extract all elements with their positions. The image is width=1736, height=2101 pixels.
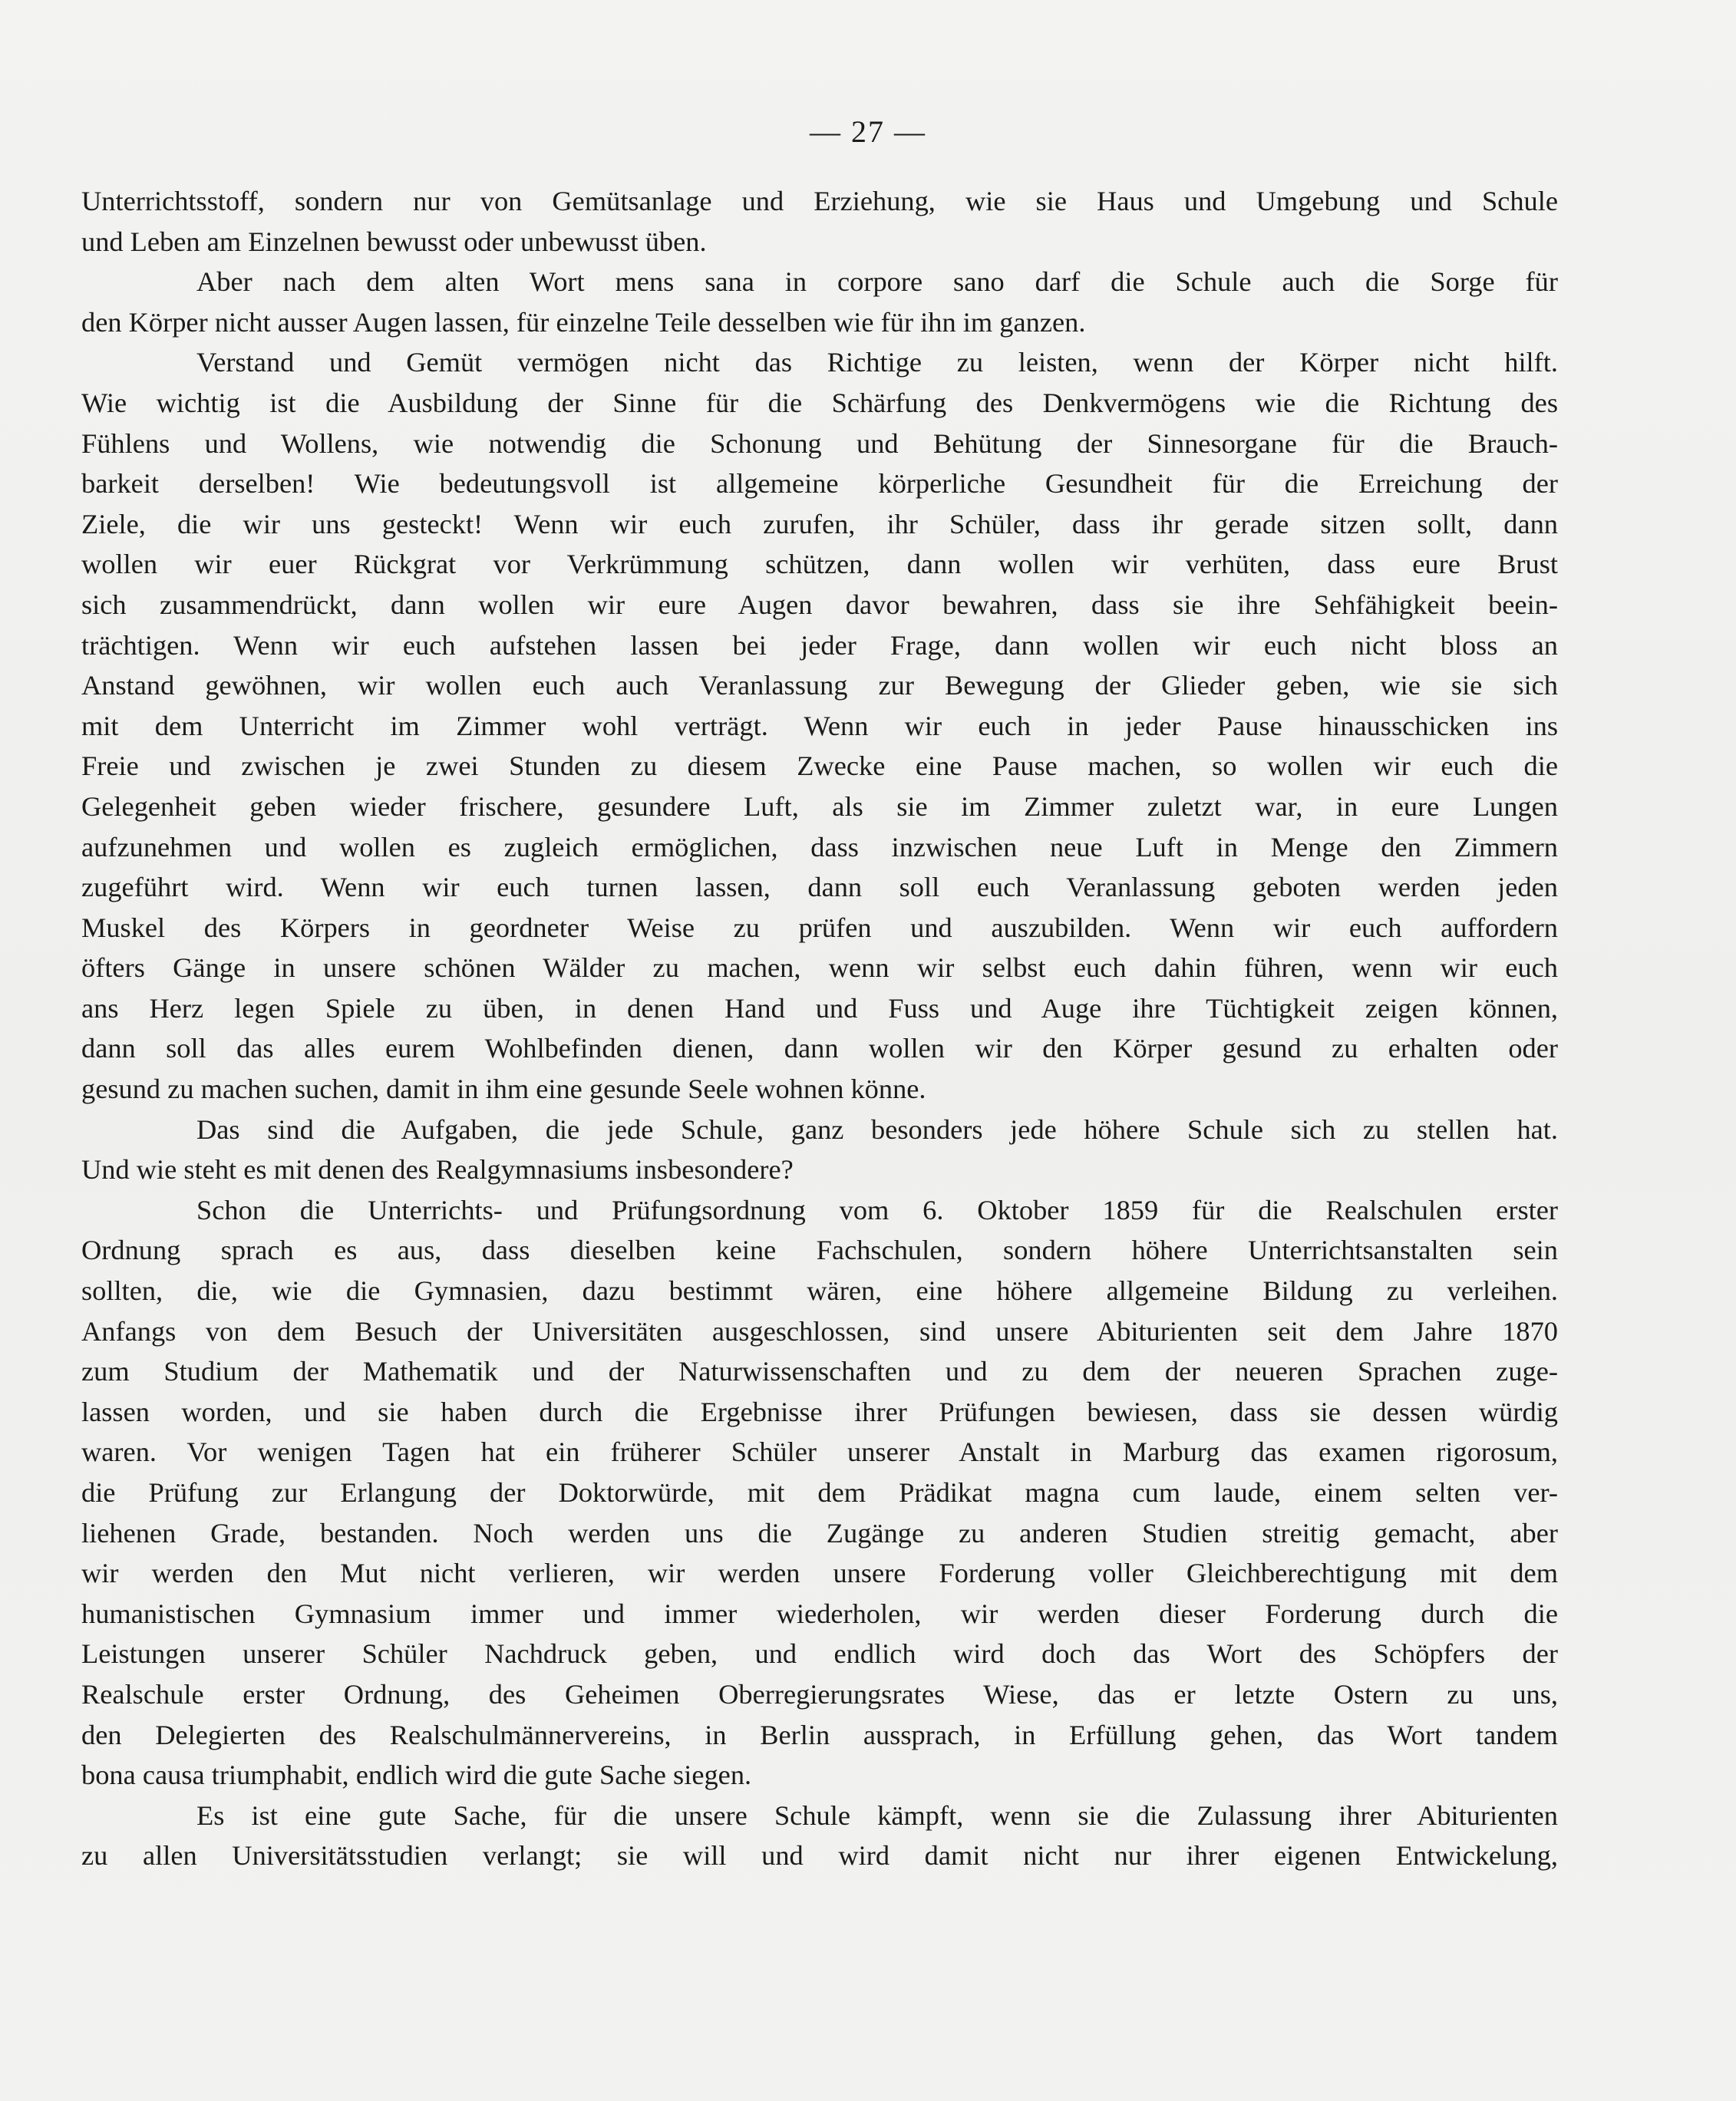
text-line (81, 1553, 1558, 1594)
text-line-content: Fühlens und Wollens, wie notwendig die Schonung und Behütung der Sinnesorgane für die Brauch- (81, 427, 1558, 459)
text-line (81, 383, 1558, 424)
text-line (81, 1190, 1558, 1231)
text-line-content: mit dem Unterricht im Zimmer wohl verträgt. Wenn wir euch in jeder Pause hinausschicken ins (81, 710, 1558, 741)
text-line-content: zu allen Universitätsstudien verlangt; sie will und wird damit nicht nur ihrer eigenen Entwickelung, (81, 1840, 1558, 1872)
text-line-content: und Leben am Einzelnen bewusst oder unbewusst üben. (81, 226, 707, 257)
text-line (81, 1594, 1558, 1634)
text-line (81, 262, 1558, 302)
text-line-content: Ordnung sprach es aus, dass dieselben keine Fachschulen, sondern höhere Unterrichtsanstalten sein (81, 1235, 1558, 1266)
text-line-content: die Prüfung zur Erlangung der Doktorwürde, mit dem Prädikat magna cum laude, einem selten ver- (81, 1477, 1558, 1508)
text-line (81, 1271, 1558, 1311)
text-line (81, 625, 1558, 666)
text-line (81, 1432, 1558, 1473)
text-line-content: zum Studium der Mathematik und der Naturwissenschaften und zu dem der neueren Sprachen zuge- (81, 1356, 1558, 1387)
text-line-content: Aber nach dem alten Wort mens sana in corpore sano darf die Schule auch die Sorge für (196, 266, 1558, 298)
text-line (81, 1069, 1558, 1110)
text-line-content: Muskel des Körpers in geordneter Weise zu prüfen und auszubilden. Wenn wir euch auffordern (81, 912, 1558, 943)
text-line (81, 342, 1558, 383)
text-line (81, 302, 1558, 343)
text-line-content: liehenen Grade, bestanden. Noch werden uns die Zugänge zu anderen Studien streitig gemacht, aber (81, 1517, 1558, 1549)
text-line-content: waren. Vor wenigen Tagen hat ein früherer Schüler unserer Anstalt in Marburg das examen rigorosum, (81, 1436, 1558, 1468)
text-line (81, 1674, 1558, 1715)
text-line-content: Wie wichtig ist die Ausbildung der Sinne für die Schärfung des Denkvermögens wie die Richtung des (81, 387, 1558, 418)
text-line (81, 463, 1558, 504)
text-line (81, 1311, 1558, 1352)
text-line (81, 908, 1558, 948)
text-line (81, 1028, 1558, 1069)
text-line-content: sich zusammendrückt, dann wollen wir eure Augen davor bewahren, dass sie ihre Sehfähigkeit beein- (81, 589, 1558, 620)
text-line (81, 1149, 1558, 1190)
text-line (81, 948, 1558, 988)
text-line-content: lassen worden, und sie haben durch die Ergebnisse ihrer Prüfungen bewiesen, dass sie dessen würdig (81, 1396, 1558, 1427)
text-line (81, 1755, 1558, 1796)
text-line (81, 787, 1558, 827)
page-number: — 27 — (810, 114, 926, 149)
text-line-content: zugeführt wird. Wenn wir euch turnen lassen, dann soll euch Veranlassung geboten werden jeden (81, 872, 1558, 903)
text-line (81, 1715, 1558, 1756)
text-line (81, 988, 1558, 1029)
text-line-content: Anfangs von dem Besuch der Universitäten ausgeschlossen, sind unsere Abiturienten seit dem Jahre 1870 (81, 1315, 1558, 1347)
text-line-content: wollen wir euer Rückgrat vor Verkrümmung schützen, dann wollen wir verhüten, dass eure Brust (81, 549, 1558, 580)
text-line-content: barkeit derselben! Wie bedeutungsvoll ist allgemeine körperliche Gesundheit für die Erreichung der (81, 468, 1558, 500)
text-line-content: aufzunehmen und wollen es zugleich ermöglichen, dass inzwischen neue Luft in Menge den Zimmern (81, 831, 1558, 862)
text-line-content: Leistungen unserer Schüler Nachdruck geben, und endlich wird doch das Wort des Schöpfers der (81, 1638, 1558, 1670)
text-line (81, 504, 1558, 545)
text-line (81, 424, 1558, 464)
text-line-content: wir werden den Mut nicht verlieren, wir werden unsere Forderung voller Gleichberechtigung mit dem (81, 1558, 1558, 1589)
text-line-content: bona causa triumphabit, endlich wird die gute Sache siegen. (81, 1760, 752, 1791)
text-line (81, 1835, 1558, 1876)
text-line-content: sollten, die, wie die Gymnasien, dazu bestimmt wären, eine höhere allgemeine Bildung zu verleihen. (81, 1275, 1558, 1307)
text-line (81, 585, 1558, 625)
text-line-content: Freie und zwischen je zwei Stunden zu diesem Zwecke eine Pause machen, so wollen wir euch die (81, 750, 1558, 782)
text-line (81, 222, 1558, 262)
text-line-content: Gelegenheit geben wieder frischere, gesundere Luft, als sie im Zimmer zuletzt war, in eure Lungen (81, 790, 1558, 822)
text-line-content: den Delegierten des Realschulmännervereins, in Berlin aussprach, in Erfüllung gehen, das Wort tandem (81, 1719, 1558, 1750)
text-line (81, 1796, 1558, 1836)
text-line (81, 1473, 1558, 1513)
text-line (81, 1351, 1558, 1392)
text-line (81, 746, 1558, 787)
text-line-content: Das sind die Aufgaben, die jede Schule, ganz besonders jede höhere Schule sich zu stellen hat. (196, 1113, 1558, 1145)
text-line (81, 1513, 1558, 1554)
text-line-content: Und wie steht es mit denen des Realgymnasiums insbesondere? (81, 1154, 794, 1186)
text-line-content: den Körper nicht ausser Augen lassen, für einzelne Teile desselben wie für ihn im ganzen. (81, 306, 1086, 338)
text-line (81, 544, 1558, 585)
text-line (81, 1230, 1558, 1271)
text-line-content: Ziele, die wir uns gesteckt! Wenn wir euch zurufen, ihr Schüler, dass ihr gerade sitzen sollt, dann (81, 508, 1558, 539)
text-line (81, 1634, 1558, 1674)
text-line-content: Es ist eine gute Sache, für die unsere Schule kämpft, wenn sie die Zulassung ihrer Abiturienten (196, 1799, 1558, 1831)
text-line-content: dann soll das alles eurem Wohlbefinden dienen, dann wollen wir den Körper gesund zu erhalten oder (81, 1033, 1558, 1064)
text-line (81, 1392, 1558, 1433)
text-line (81, 867, 1558, 908)
text-line-content: Unterrichtsstoff, sondern nur von Gemütsanlage und Erziehung, wie sie Haus und Umgebung und Schule (81, 186, 1558, 216)
body-text (81, 181, 1558, 1876)
text-line-content: Realschule erster Ordnung, des Geheimen Oberregierungsrates Wiese, das er letzte Ostern zu uns, (81, 1678, 1558, 1710)
text-line (81, 827, 1558, 868)
text-line-content: gesund zu machen suchen, damit in ihm eine gesunde Seele wohnen könne. (81, 1074, 926, 1105)
text-line-content: Anstand gewöhnen, wir wollen euch auch Veranlassung zur Bewegung der Glieder geben, wie sie sich (81, 670, 1558, 701)
text-line-content: Verstand und Gemüt vermögen nicht das Richtige zu leisten, wenn der Körper nicht hilft. (196, 347, 1558, 378)
text-line (81, 181, 1558, 222)
text-line (81, 665, 1558, 706)
text-line-content: Schon die Unterrichts- und Prüfungsordnung vom 6. Oktober 1859 für die Realschulen erster (196, 1194, 1558, 1225)
text-line-content: öfters Gänge in unsere schönen Wälder zu machen, wenn wir selbst euch dahin führen, wenn wir euch (81, 952, 1558, 984)
text-line-content: ans Herz legen Spiele zu üben, in denen Hand und Fuss und Auge ihre Tüchtigkeit zeigen können, (81, 992, 1558, 1024)
text-line (81, 706, 1558, 747)
text-line-content: trächtigen. Wenn wir euch aufstehen lassen bei jeder Frage, dann wollen wir euch nicht bloss an (81, 629, 1558, 661)
text-line (81, 1110, 1558, 1150)
text-line-content: humanistischen Gymnasium immer und immer wiederholen, wir werden dieser Forderung durch die (81, 1598, 1558, 1629)
